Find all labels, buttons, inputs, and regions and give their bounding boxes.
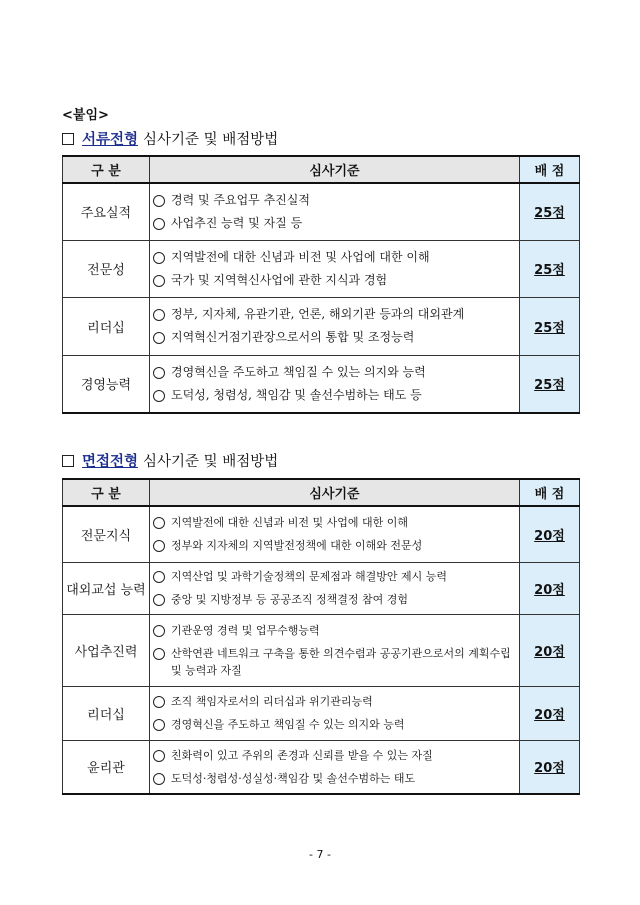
criteria-item <box>152 189 519 212</box>
criteria-item <box>152 326 519 349</box>
criteria-item <box>152 212 519 235</box>
circle-bullet-icon <box>153 195 165 207</box>
criteria-text: 도덕성, 청렴성, 책임감 및 솔선수범하는 태도 등 <box>171 387 422 402</box>
row-score: 25점 <box>520 183 580 240</box>
row-score: 25점 <box>520 355 580 413</box>
criteria-text: 경영혁신을 주도하고 책임질 수 있는 의지와 능력 <box>171 718 405 731</box>
criteria-text: 지역발전에 대한 신념과 비전 및 사업에 대한 이해 <box>171 249 430 264</box>
row-criteria <box>150 562 520 614</box>
circle-bullet-icon <box>153 309 165 321</box>
table-row <box>63 506 580 562</box>
criteria-item <box>152 384 519 407</box>
table-row <box>63 355 580 413</box>
row-category: 대외교섭 능력 <box>63 562 150 614</box>
attachment-label: <붙임> <box>62 108 109 123</box>
circle-bullet-icon <box>153 773 165 785</box>
criteria-item <box>152 361 519 384</box>
criteria-text: 사업추진 능력 및 자질 등 <box>171 215 303 230</box>
criteria-text: 도덕성·청렴성·성실성·책임감 및 솔선수범하는 태도 <box>171 771 416 785</box>
circle-bullet-icon <box>153 390 165 402</box>
circle-bullet-icon <box>153 648 165 660</box>
row-criteria <box>150 240 520 297</box>
circle-bullet-icon <box>153 367 165 379</box>
criteria-text: 지역발전에 대한 신념과 비전 및 사업에 대한 이해 <box>171 516 408 530</box>
page-number: - 7 - <box>309 848 331 861</box>
criteria-text: 지역산업 및 과학기술정책의 문제점과 해결방안 제시 능력 <box>171 570 448 583</box>
circle-bullet-icon <box>153 252 165 264</box>
circle-bullet-icon <box>153 696 165 708</box>
row-score: 25점 <box>520 297 580 355</box>
row-score: 20점 <box>520 686 580 740</box>
table-row <box>63 183 580 240</box>
circle-bullet-icon <box>153 750 165 762</box>
table-row <box>63 297 580 355</box>
row-category: 윤리관 <box>63 740 150 794</box>
criteria-text: 경영혁신을 주도하고 책임질 수 있는 의지와 능력 <box>171 364 426 379</box>
circle-bullet-icon <box>153 218 165 230</box>
section2-title-rest: 심사기준 및 배점방법 <box>143 454 279 470</box>
header-criteria: 심사기준 <box>150 156 520 183</box>
criteria-item <box>152 246 519 269</box>
criteria-text: 친화력이 있고 주위의 존경과 신뢰를 받을 수 있는 자질 <box>171 748 433 762</box>
criteria-text: 정부, 지자체, 유관기관, 언론, 해외기관 등과의 대외관계 <box>171 307 465 321</box>
section2-title-em: 면접전형 <box>82 454 139 470</box>
criteria-item <box>152 534 519 557</box>
criteria-text: 국가 및 지역혁신사업에 관한 지식과 경험 <box>171 272 388 287</box>
criteria-item <box>152 642 519 682</box>
criteria-item <box>152 588 519 611</box>
interview-screening-table <box>62 478 580 795</box>
section1-title-em: 서류전형 <box>82 132 139 148</box>
criteria-item <box>152 619 519 642</box>
circle-bullet-icon <box>153 625 165 637</box>
criteria-item <box>152 690 519 713</box>
criteria-item <box>152 511 519 534</box>
criteria-text: 지역혁신거점기관장으로서의 통합 및 조정능력 <box>171 330 415 344</box>
criteria-text: 경력 및 주요업무 추진실적 <box>171 192 310 207</box>
document-screening-table <box>62 155 580 414</box>
section1-title-rest: 심사기준 및 배점방법 <box>143 132 279 148</box>
row-category: 주요실적 <box>63 183 150 240</box>
square-bullet-icon <box>62 133 74 145</box>
row-criteria <box>150 506 520 562</box>
criteria-item <box>152 565 519 588</box>
row-score: 20점 <box>520 506 580 562</box>
header-score: 배 점 <box>520 479 580 506</box>
criteria-text: 조직 책임자로서의 리더십과 위기관리능력 <box>171 695 373 708</box>
circle-bullet-icon <box>153 594 165 606</box>
square-bullet-icon <box>62 455 74 467</box>
row-criteria <box>150 614 520 686</box>
row-category: 리더십 <box>63 686 150 740</box>
criteria-item <box>152 744 519 767</box>
criteria-item <box>152 767 519 790</box>
circle-bullet-icon <box>153 275 165 287</box>
row-category: 경영능력 <box>63 355 150 413</box>
row-criteria <box>150 183 520 240</box>
header-criteria: 심사기준 <box>150 479 520 506</box>
row-category: 사업추진력 <box>63 614 150 686</box>
header-category: 구 분 <box>63 156 150 183</box>
circle-bullet-icon <box>153 517 165 529</box>
row-score: 20점 <box>520 614 580 686</box>
header-score: 배 점 <box>520 156 580 183</box>
table-row <box>63 562 580 614</box>
criteria-item <box>152 303 519 326</box>
criteria-text: 기관운영 경력 및 업무수행능력 <box>171 623 320 637</box>
row-criteria <box>150 740 520 794</box>
row-criteria <box>150 686 520 740</box>
table-row <box>63 240 580 297</box>
table-row <box>63 614 580 686</box>
row-score: 25점 <box>520 240 580 297</box>
row-category: 전문지식 <box>63 506 150 562</box>
circle-bullet-icon <box>153 571 165 583</box>
table-row <box>63 740 580 794</box>
circle-bullet-icon <box>153 719 165 731</box>
criteria-text: 정부와 지자체의 지역발전정책에 대한 이해와 전문성 <box>171 539 423 553</box>
row-score: 20점 <box>520 740 580 794</box>
circle-bullet-icon <box>153 332 165 344</box>
row-score: 20점 <box>520 562 580 614</box>
row-criteria <box>150 355 520 413</box>
circle-bullet-icon <box>153 540 165 552</box>
section2-heading <box>62 450 278 471</box>
header-category: 구 분 <box>63 479 150 506</box>
criteria-text: 산학연관 네트워크 구축을 통한 의견수렴과 공공기관으로서의 계획수립 및 능력과 자질 <box>171 646 511 677</box>
section1-heading <box>62 128 278 149</box>
row-category: 리더십 <box>63 297 150 355</box>
criteria-text: 중앙 및 지방정부 등 공공조직 정책결정 참여 경험 <box>171 593 408 606</box>
criteria-item <box>152 269 519 292</box>
criteria-item <box>152 713 519 736</box>
row-category: 전문성 <box>63 240 150 297</box>
row-criteria <box>150 297 520 355</box>
table-row <box>63 686 580 740</box>
